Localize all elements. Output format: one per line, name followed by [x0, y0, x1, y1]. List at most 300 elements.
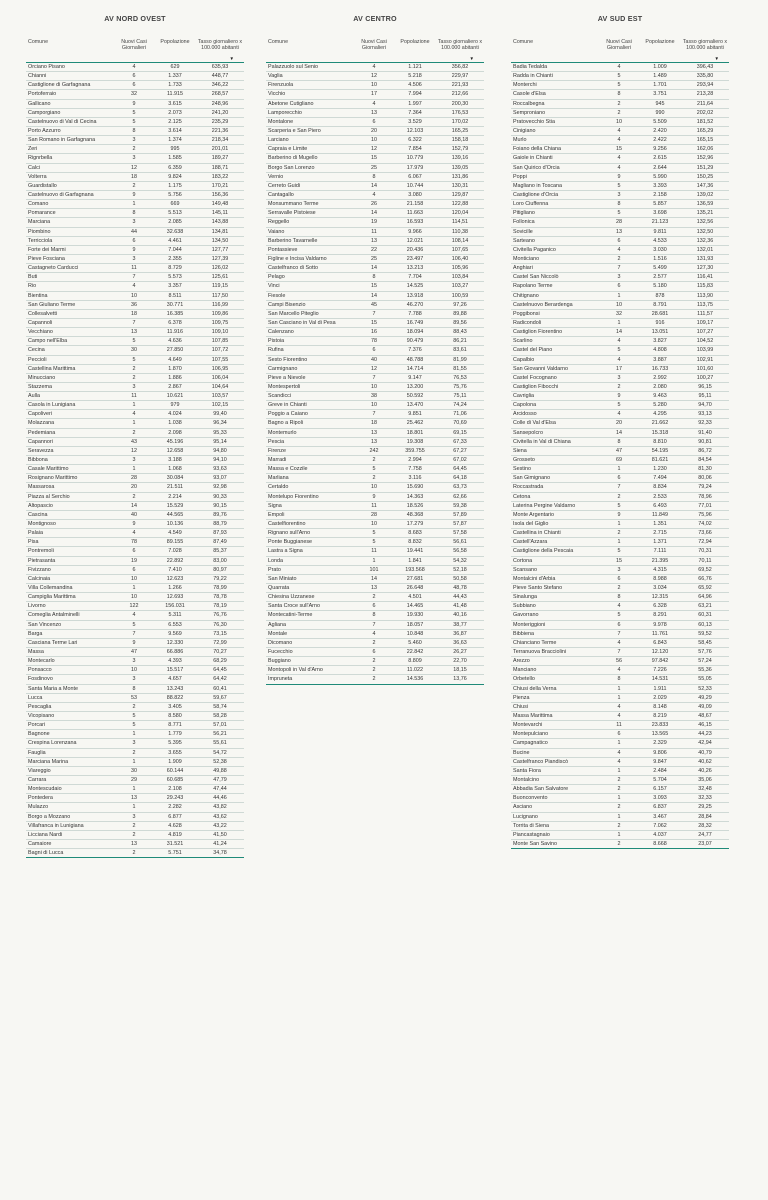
cell-comune: Castelfranco Piandiscò [513, 758, 569, 765]
cell-comune: Castelnuovo di Val di Cecina [28, 118, 97, 125]
cell-popolazione: 9.811 [653, 228, 667, 235]
sort-desc-icon[interactable]: ▼ [229, 56, 234, 61]
cell-tasso: 132,36 [696, 237, 714, 244]
cell-popolazione: 6.157 [653, 786, 667, 793]
table-row [511, 685, 729, 694]
table-row [511, 831, 729, 840]
table-row [266, 100, 484, 109]
table-row [511, 712, 729, 721]
table-row [266, 319, 484, 328]
table-row [511, 730, 729, 739]
cell-popolazione: 3.188 [168, 457, 182, 464]
table-row [266, 182, 484, 191]
cell-popolazione: 5.509 [653, 118, 667, 125]
cell-nuovi-casi: 1 [617, 685, 621, 692]
cell-nuovi-casi: 4 [132, 283, 136, 290]
cell-popolazione: 5.756 [168, 191, 182, 198]
cell-popolazione: 30.084 [166, 475, 184, 482]
cell-nuovi-casi: 9 [617, 393, 621, 400]
header-tasso[interactable]: Tasso giornaliero x 100.000 abitanti [437, 39, 483, 52]
table-row [511, 593, 729, 602]
cell-comune: Massarosa [28, 484, 55, 491]
cell-tasso: 40,62 [698, 758, 712, 765]
cell-comune: Castiglione della Pescaia [513, 548, 574, 555]
header-nuovi-casi[interactable]: Nuovi Casi Giornalieri [361, 39, 387, 52]
table-row [266, 511, 484, 520]
cell-tasso: 156,36 [211, 191, 229, 198]
cell-popolazione: 979 [170, 402, 180, 409]
cell-nuovi-casi: 4 [372, 630, 376, 637]
cell-popolazione: 14.363 [406, 493, 424, 500]
cell-nuovi-casi: 2 [617, 776, 621, 783]
header-popolazione[interactable]: Popolazione [160, 39, 190, 45]
cell-comune: Chiusi della Verna [513, 685, 557, 692]
cell-popolazione: 8.668 [653, 840, 667, 847]
cell-nuovi-casi: 13 [371, 429, 377, 436]
cell-comune: Figline e Incisa Valdarno [268, 255, 327, 262]
cell-comune: Civitella in Val di Chiana [513, 438, 571, 445]
cell-tasso: 65,92 [698, 585, 712, 592]
cell-tasso: 52,18 [453, 566, 467, 573]
cell-tasso: 218,34 [211, 137, 229, 144]
cell-comune: Rio [28, 283, 37, 290]
table-row [26, 520, 244, 529]
cell-tasso: 105,96 [451, 265, 469, 272]
cell-popolazione: 16.733 [651, 365, 669, 372]
table-row [266, 136, 484, 145]
table-row [26, 218, 244, 227]
table-row [266, 237, 484, 246]
cell-comune: Orciano Pisano [28, 64, 65, 70]
cell-tasso: 70,27 [213, 649, 227, 655]
cell-nuovi-casi: 6 [617, 621, 621, 628]
cell-comune: Lucca [28, 694, 43, 701]
table-row [511, 292, 729, 301]
cell-comune: San Giovanni Valdarno [513, 365, 569, 372]
cell-tasso: 102,91 [696, 356, 714, 363]
cell-nuovi-casi: 11 [131, 265, 137, 272]
table-row [511, 237, 729, 246]
table-row [26, 356, 244, 365]
cell-tasso: 70,69 [453, 420, 467, 427]
table-row [511, 694, 729, 703]
header-nuovi-casi[interactable]: Nuovi Casi Giornalieri [121, 39, 147, 52]
cell-popolazione: 1.779 [168, 731, 182, 738]
header-comune[interactable]: Comune [268, 39, 289, 45]
cell-comune: Seravezza [28, 447, 54, 454]
cell-tasso: 49,88 [213, 767, 227, 774]
cell-comune: Montalone [268, 118, 294, 125]
cell-popolazione: 25.462 [406, 420, 424, 427]
cell-nuovi-casi: 7 [132, 274, 136, 281]
cell-comune: Foiano della Chiana [513, 146, 561, 153]
cell-tasso: 293,94 [696, 82, 714, 89]
cell-nuovi-casi: 3 [132, 658, 136, 665]
table-header [26, 25, 244, 62]
cell-popolazione: 3.827 [653, 338, 667, 345]
cell-comune: Pontremoli [28, 548, 54, 555]
table-row [511, 456, 729, 465]
cell-nuovi-casi: 2 [132, 749, 136, 756]
table-row [266, 374, 484, 383]
cell-comune: Lucignano [513, 813, 538, 820]
cell-tasso: 64,18 [453, 475, 467, 482]
cell-tasso: 111,57 [697, 310, 713, 317]
cell-tasso: 134,50 [211, 237, 229, 244]
table-row [26, 621, 244, 630]
cell-comune: Montignoso [28, 521, 56, 528]
table-row [266, 337, 484, 346]
cell-tasso: 107,72 [211, 347, 229, 354]
cell-popolazione: 5.395 [168, 740, 182, 747]
cell-nuovi-casi: 2 [617, 109, 621, 116]
cell-tasso: 28,32 [698, 822, 712, 829]
table-row [511, 255, 729, 264]
cell-popolazione: 17.279 [406, 521, 424, 528]
cell-popolazione: 27.850 [166, 347, 184, 354]
cell-popolazione: 45.196 [166, 438, 184, 445]
cell-nuovi-casi: 4 [617, 667, 621, 674]
cell-nuovi-casi: 6 [617, 731, 621, 738]
table-row [26, 767, 244, 776]
table-row [266, 154, 484, 163]
table-row [511, 383, 729, 392]
cell-nuovi-casi: 78 [371, 338, 377, 345]
cell-comune: Abetone Cutigliano [268, 100, 314, 107]
table-row [26, 383, 244, 392]
cell-comune: Altopascio [28, 502, 53, 509]
cell-popolazione: 10.136 [166, 521, 184, 528]
cell-popolazione: 8.511 [168, 292, 182, 299]
cell-comune: Montalcino [513, 776, 540, 783]
table-row [26, 374, 244, 383]
header-tasso[interactable]: Tasso giornaliero x 100.000 abitanti [682, 39, 728, 52]
cell-popolazione: 3.751 [653, 91, 667, 98]
cell-comune: Pescaglia [28, 703, 52, 710]
cell-tasso: 135,21 [696, 210, 714, 217]
cell-popolazione: 12.120 [651, 649, 669, 655]
table-row [26, 200, 244, 209]
cell-popolazione: 8.771 [168, 722, 182, 729]
cell-comune: Quarrata [268, 585, 290, 592]
cell-tasso: 104,64 [211, 383, 229, 390]
cell-nuovi-casi: 5 [372, 539, 376, 546]
cell-comune: Castelnuovo Berardenga [513, 301, 573, 308]
table-row [26, 785, 244, 794]
table-row [266, 118, 484, 127]
cell-tasso: 79,22 [213, 575, 227, 582]
cell-nuovi-casi: 5 [132, 722, 136, 729]
cell-popolazione: 13.918 [406, 292, 424, 299]
table-row [26, 346, 244, 355]
sort-desc-icon[interactable]: ▼ [469, 56, 474, 61]
cell-tasso: 201,01 [211, 146, 229, 153]
cell-popolazione: 5.751 [168, 850, 182, 857]
cell-tasso: 38,77 [453, 621, 467, 628]
cell-nuovi-casi: 9 [617, 511, 621, 518]
table-row [266, 538, 484, 547]
cell-tasso: 113,90 [696, 292, 714, 299]
cell-nuovi-casi: 5 [617, 548, 621, 555]
cell-popolazione: 629 [170, 64, 180, 70]
cell-nuovi-casi: 28 [616, 219, 622, 226]
cell-popolazione: 7.788 [408, 310, 422, 317]
cell-popolazione: 28.681 [651, 310, 669, 317]
cell-tasso: 57,58 [453, 530, 467, 537]
cell-tasso: 104,52 [696, 338, 714, 345]
cell-tasso: 95,33 [213, 429, 227, 436]
cell-popolazione: 5.280 [653, 402, 667, 409]
cell-tasso: 114,51 [451, 219, 469, 226]
cell-comune: Firenze [268, 447, 286, 454]
cell-popolazione: 8.683 [408, 530, 422, 537]
cell-tasso: 44,46 [213, 795, 227, 802]
cell-comune: Pienza [513, 694, 530, 701]
cell-popolazione: 7.044 [168, 246, 182, 253]
cell-comune: Castelfranco di Sotto [268, 265, 319, 272]
table-row [26, 246, 244, 255]
table-row [26, 145, 244, 154]
cell-comune: Casciana Terme Lari [28, 639, 78, 646]
table-row [266, 301, 484, 310]
cell-popolazione: 9.824 [168, 173, 182, 180]
cell-popolazione: 6.843 [653, 639, 667, 646]
cell-popolazione: 16.593 [406, 219, 424, 226]
cell-tasso: 94,80 [213, 447, 227, 454]
cell-popolazione: 1.585 [168, 155, 182, 162]
cell-popolazione: 2.282 [168, 804, 182, 811]
cell-nuovi-casi: 20 [616, 420, 622, 427]
cell-comune: Roccalbegna [513, 100, 545, 107]
table-row [26, 474, 244, 483]
table-row [266, 292, 484, 301]
cell-tasso: 202,02 [696, 109, 714, 116]
cell-nuovi-casi: 11 [616, 722, 622, 729]
cell-tasso: 93,13 [698, 411, 712, 418]
cell-popolazione: 8.810 [653, 438, 667, 445]
cell-popolazione: 12.021 [406, 237, 424, 244]
cell-popolazione: 995 [170, 146, 180, 153]
cell-tasso: 55,61 [213, 740, 227, 747]
cell-nuovi-casi: 10 [371, 521, 377, 528]
cell-popolazione: 6.493 [653, 502, 667, 509]
cell-popolazione: 7.062 [653, 822, 667, 829]
cell-tasso: 96,15 [698, 383, 712, 390]
cell-comune: Prato [268, 566, 281, 573]
table-row [26, 666, 244, 675]
cell-nuovi-casi: 2 [372, 658, 376, 665]
cell-comune: Molazzana [28, 420, 55, 427]
cell-popolazione: 5.180 [653, 283, 667, 290]
table-row [26, 538, 244, 547]
table-row [26, 456, 244, 465]
cell-popolazione: 2.644 [653, 164, 667, 171]
cell-nuovi-casi: 3 [617, 566, 621, 573]
table-row [26, 109, 244, 118]
cell-nuovi-casi: 1 [132, 758, 136, 765]
cell-comune: Calci [28, 164, 40, 171]
cell-nuovi-casi: 1 [617, 319, 621, 326]
cell-nuovi-casi: 9 [132, 246, 136, 253]
cell-tasso: 71,06 [453, 411, 467, 418]
table-row [266, 164, 484, 173]
cell-comune: Monterchi [513, 82, 537, 89]
cell-nuovi-casi: 242 [369, 447, 379, 454]
table-row [511, 145, 729, 154]
cell-tasso: 99,40 [213, 411, 227, 418]
table-row [511, 739, 729, 748]
cell-comune: Marciana Marina [28, 758, 69, 765]
cell-tasso: 44,23 [698, 731, 712, 738]
cell-nuovi-casi: 1 [132, 731, 136, 738]
cell-tasso: 60,31 [698, 612, 712, 619]
cell-comune: Firenzuola [268, 82, 294, 89]
cell-tasso: 181,52 [696, 118, 714, 125]
table-row [511, 191, 729, 200]
cell-comune: Comeglia Antalminelli [28, 612, 80, 619]
cell-popolazione: 669 [170, 201, 180, 208]
table-row [26, 63, 244, 72]
cell-comune: Pedemiana [28, 429, 56, 436]
cell-comune: Castel San Niccolò [513, 274, 559, 281]
cell-popolazione: 7.994 [408, 91, 422, 98]
cell-popolazione: 9.256 [653, 146, 667, 153]
cell-comune: Castiglion Fibocchi [513, 383, 559, 390]
cell-nuovi-casi: 1 [132, 420, 136, 427]
cell-comune: Certaldo [268, 484, 289, 491]
header-comune[interactable]: Comune [28, 39, 49, 45]
cell-popolazione: 3.357 [168, 283, 182, 290]
cell-comune: Murlo [513, 137, 527, 144]
table-row [511, 63, 729, 72]
header-popolazione[interactable]: Popolazione [645, 39, 675, 45]
cell-nuovi-casi: 4 [617, 749, 621, 756]
table-row [266, 675, 484, 684]
cell-nuovi-casi: 9 [132, 100, 136, 107]
header-nuovi-casi[interactable]: Nuovi Casi Giornalieri [606, 39, 632, 52]
header-popolazione[interactable]: Popolazione [400, 39, 430, 45]
table-row [266, 593, 484, 602]
cell-nuovi-casi: 7 [132, 630, 136, 637]
cell-comune: Pelago [268, 274, 285, 281]
cell-popolazione: 66.886 [166, 649, 184, 655]
table-row [26, 292, 244, 301]
table-row [511, 118, 729, 127]
cell-nuovi-casi: 14 [131, 502, 137, 509]
cell-popolazione: 1.038 [168, 420, 182, 427]
header-tasso[interactable]: Tasso giornaliero x 100.000 abitanti [197, 39, 243, 52]
cell-tasso: 103,84 [451, 274, 469, 281]
cell-comune: Montemurlo [268, 429, 297, 436]
cell-nuovi-casi: 5 [617, 402, 621, 409]
cell-comune: San Quirico d'Orcia [513, 164, 560, 171]
table-row [511, 776, 729, 785]
cell-popolazione: 14.525 [406, 283, 424, 290]
cell-tasso: 90,15 [213, 502, 227, 509]
cell-popolazione: 2.125 [168, 118, 182, 125]
cell-tasso: 69,52 [698, 566, 712, 573]
cell-comune: Vaglia [268, 73, 283, 80]
cell-comune: Agliana [268, 621, 286, 628]
cell-tasso: 28,84 [698, 813, 712, 820]
cell-comune: Minucciano [28, 374, 56, 381]
table-row [26, 447, 244, 456]
cell-nuovi-casi: 9 [132, 521, 136, 528]
cell-tasso: 91,40 [698, 429, 712, 436]
cell-tasso: 129,87 [451, 191, 469, 198]
table-row [26, 319, 244, 328]
cell-tasso: 139,02 [696, 191, 714, 198]
cell-popolazione: 2.577 [653, 274, 667, 281]
cell-comune: Montecatini-Terme [268, 612, 313, 619]
cell-comune: Vernio [268, 173, 284, 180]
table-row [266, 127, 484, 136]
cell-tasso: 63,21 [698, 603, 712, 610]
cell-popolazione: 22.842 [406, 649, 424, 655]
cell-popolazione: 2.355 [168, 255, 182, 262]
cell-nuovi-casi: 4 [617, 356, 621, 363]
cell-nuovi-casi: 2 [617, 383, 621, 390]
cell-tasso: 64,45 [213, 667, 227, 674]
cell-comune: Barberino Tavarnelle [268, 237, 318, 244]
cell-tasso: 73,66 [698, 530, 712, 537]
cell-popolazione: 9.806 [653, 749, 667, 756]
cell-tasso: 152,96 [696, 155, 714, 162]
cell-nuovi-casi: 4 [132, 411, 136, 418]
cell-comune: Abbadia San Salvatore [513, 786, 569, 793]
table-body [511, 62, 729, 849]
cell-nuovi-casi: 4 [132, 64, 136, 70]
cell-popolazione: 2.992 [653, 374, 667, 381]
cell-tasso: 86,21 [453, 338, 467, 345]
cell-tasso: 41,50 [213, 831, 227, 838]
cell-nuovi-casi: 13 [131, 329, 137, 336]
cell-nuovi-casi: 6 [132, 73, 136, 80]
sort-desc-icon[interactable]: ▼ [714, 56, 719, 61]
cell-nuovi-casi: 43 [131, 438, 137, 445]
cell-comune: Scarlino [513, 338, 533, 345]
cell-comune: Chitignano [513, 292, 539, 299]
cell-nuovi-casi: 14 [371, 292, 377, 299]
table-row [511, 675, 729, 684]
cell-comune: Chiusi [513, 703, 528, 710]
table-row [266, 191, 484, 200]
table-row [511, 182, 729, 191]
cell-nuovi-casi: 4 [372, 64, 376, 70]
cell-nuovi-casi: 78 [131, 539, 137, 546]
cell-nuovi-casi: 6 [617, 237, 621, 244]
cell-popolazione: 15.690 [406, 484, 424, 491]
cell-comune: Capannoli [28, 319, 53, 326]
table-row [511, 758, 729, 767]
table-row [511, 502, 729, 511]
cell-popolazione: 9.569 [168, 630, 182, 637]
table-row [511, 547, 729, 556]
cell-popolazione: 4.636 [168, 338, 182, 345]
cell-nuovi-casi: 7 [372, 374, 376, 381]
cell-comune: San Romano in Garfagnana [28, 137, 96, 144]
header-comune[interactable]: Comune [513, 39, 534, 45]
cell-popolazione: 18.057 [406, 621, 424, 628]
cell-tasso: 103,27 [451, 283, 469, 290]
cell-popolazione: 4.501 [408, 594, 422, 601]
cell-popolazione: 21.511 [166, 484, 184, 491]
cell-popolazione: 21.395 [651, 557, 669, 564]
table-row [266, 529, 484, 538]
cell-nuovi-casi: 4 [617, 155, 621, 162]
table-row [26, 438, 244, 447]
cell-comune: Massa [28, 649, 44, 655]
